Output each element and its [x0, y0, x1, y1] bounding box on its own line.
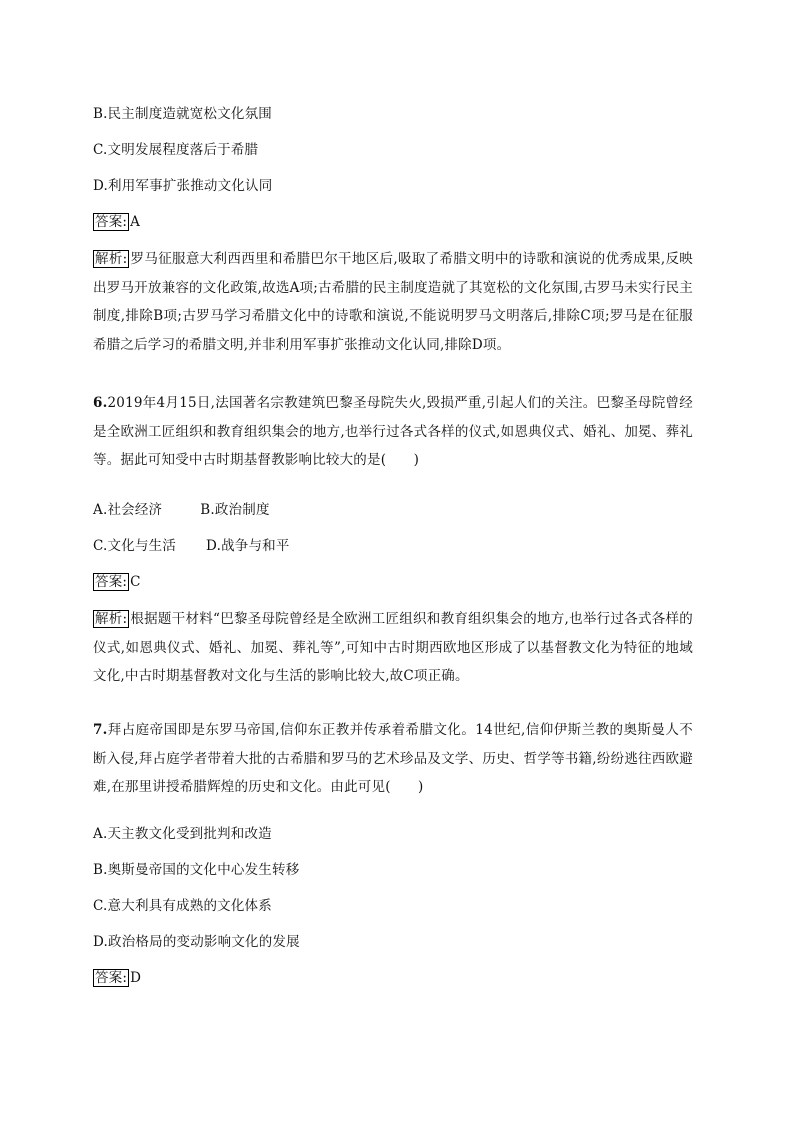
q6-option-d: D.战争与和平: [206, 538, 290, 554]
answer-value: D: [130, 970, 142, 986]
q6-options-row-2: [93, 536, 290, 556]
q7-option-c: C.意大利具有成熟的文化体系: [93, 898, 272, 914]
q5-answer: [93, 212, 140, 232]
question-number: 7.: [93, 722, 108, 738]
analysis-text: 根据题干材料“巴黎圣母院曾经是全欧洲工匠组织和教育组织集会的地方,也举行过各式各样的仪式,如恩典仪式、婚礼、加冕、葬礼等”,可知中古时期西欧地区形成了以基督教文化为特征的地域文化,中古时期基督教对文化与生活的影响比较大,故C项正确。: [93, 611, 693, 685]
q7-option-a: A.天主教文化受到批判和改造: [93, 826, 272, 842]
q5-option-c: C.文明发展程度落后于希腊: [93, 142, 259, 158]
q6-option-c: C.文化与生活: [93, 538, 177, 554]
q7-answer: [93, 968, 141, 988]
analysis-tag: 解析:: [95, 611, 128, 627]
answer-value: C: [130, 574, 141, 590]
q5-analysis: [93, 245, 693, 359]
q6-answer: [93, 572, 141, 592]
analysis-text: 罗马征服意大利西西里和希腊巴尔干地区后,吸取了希腊文明中的诗歌和演说的优秀成果,反映出罗马开放兼容的文化政策,故选A项;古希腊的民主制度造就了其宽松的文化氛围,古罗马未实行民主制度,排除B项;古罗马学习希腊文化中的诗歌和演说,不能说明罗马文明落后,排除C项;罗马是在征服希腊之后学习的希腊文明,并非利用军事扩张推动文化认同,排除D项。: [93, 251, 693, 353]
answer-tag: 答案:: [95, 970, 128, 986]
question-stem: 2019年4月15日,法国著名宗教建筑巴黎圣母院失火,毁损严重,引起人们的关注。巴黎圣母院曾经是全欧洲工匠组织和教育组织集会的地方,也举行过各式各样的仪式,如恩典仪式、婚礼、加冕、葬礼等。据此可知受中古时期基督教影响比较大的是( ): [93, 395, 693, 469]
analysis-tag: 解析:: [95, 251, 128, 267]
q6-stem: [93, 389, 693, 475]
q7-option-b: B.奥斯曼帝国的文化中心发生转移: [93, 862, 300, 878]
q5-option-b: B.民主制度造就宽松文化氛围: [93, 106, 273, 122]
q5-option-d: D.利用军事扩张推动文化认同: [93, 178, 273, 194]
answer-tag: 答案:: [95, 214, 128, 230]
answer-tag: 答案:: [95, 574, 128, 590]
q7-stem: [93, 716, 693, 802]
q6-option-a: A.社会经济: [93, 502, 163, 518]
answer-value: A: [130, 214, 141, 230]
q7-option-d: D.政治格局的变动影响文化的发展: [93, 934, 300, 950]
question-stem: 拜占庭帝国即是东罗马帝国,信仰东正教并传承着希腊文化。14世纪,信仰伊斯兰教的奥斯曼人不断入侵,拜占庭学者带着大批的古希腊和罗马的艺术珍品及文学、历史、哲学等书籍,纷纷逃往西欧避难,在那里讲授希腊辉煌的历史和文化。由此可见( ): [93, 722, 693, 796]
q6-analysis: [93, 605, 693, 691]
question-number: 6.: [93, 395, 108, 411]
q6-options-row-1: [93, 500, 270, 520]
q6-option-b: B.政治制度: [200, 502, 270, 518]
